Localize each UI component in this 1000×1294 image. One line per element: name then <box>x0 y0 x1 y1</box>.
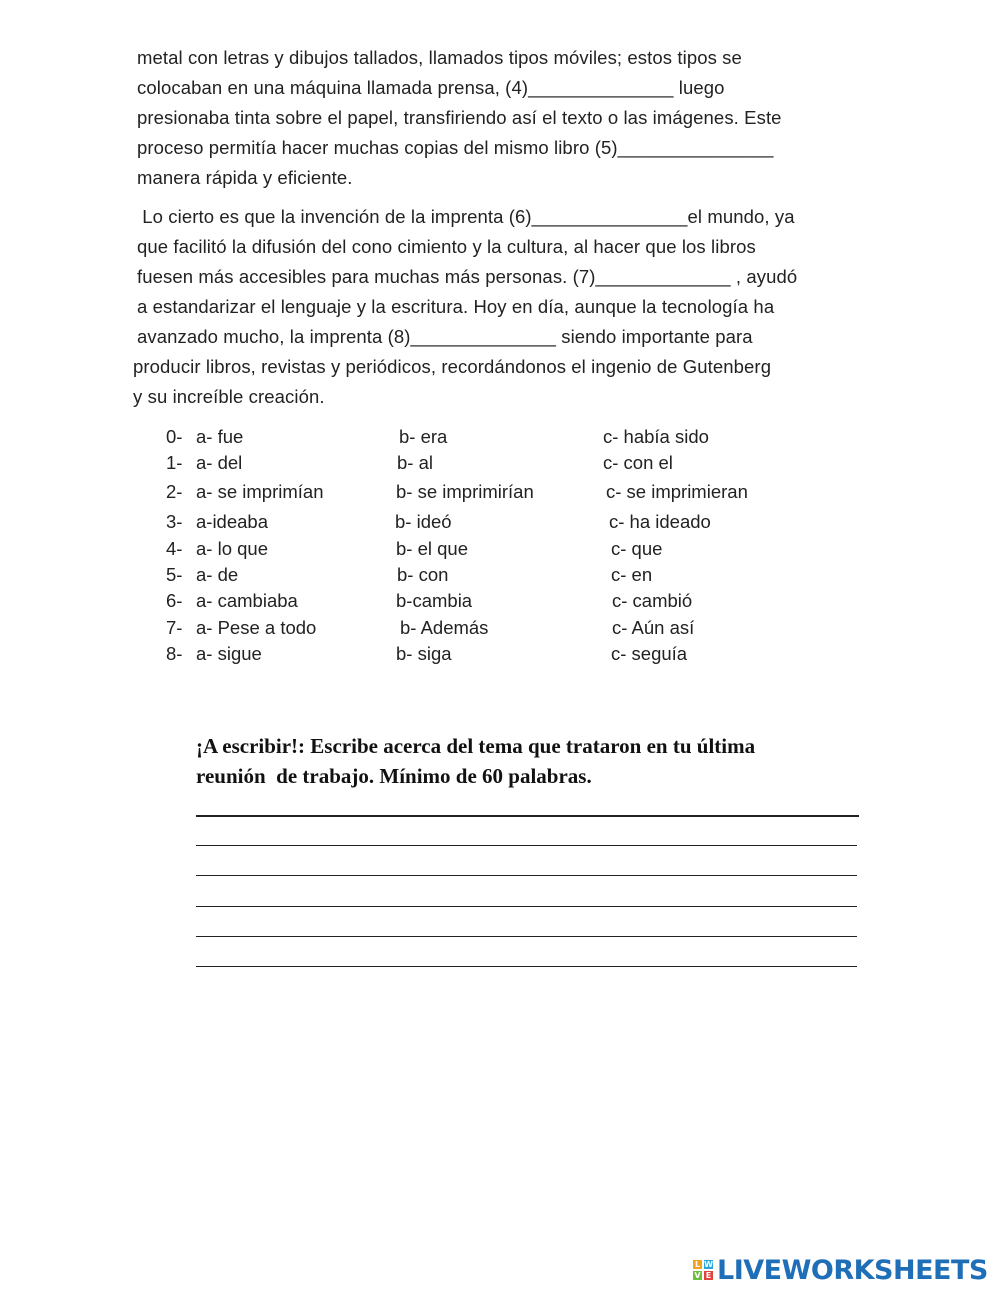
option-b[interactable]: b- Además <box>400 617 489 638</box>
option-a[interactable]: a- Pese a todo <box>196 617 317 638</box>
option-number: 7- <box>166 617 183 638</box>
text-line: y su increíble creación. <box>133 386 325 407</box>
writing-prompt: reunión de trabajo. Mínimo de 60 palabras. <box>196 764 592 788</box>
option-b[interactable]: b- el que <box>396 538 468 559</box>
option-number: 8- <box>166 643 183 664</box>
option-b[interactable]: b- con <box>397 564 449 585</box>
option-number: 6- <box>166 590 183 611</box>
text-line: fuesen más accesibles para muchas más personas. (7)_____________ , ayudó <box>137 266 798 287</box>
logo-mark-letter: L <box>694 1260 701 1269</box>
writing-line[interactable] <box>196 875 857 876</box>
option-b[interactable]: b- se imprimirían <box>396 481 534 502</box>
option-c[interactable]: c- que <box>611 538 663 559</box>
logo-mark-icon <box>693 1260 713 1280</box>
option-number: 2- <box>166 481 183 502</box>
option-a[interactable]: a- de <box>196 564 239 585</box>
text-line: manera rápida y eficiente. <box>137 167 353 188</box>
option-c[interactable]: c- con el <box>603 452 673 473</box>
writing-line[interactable] <box>196 966 857 967</box>
writing-prompt: ¡A escribir!: Escribe acerca del tema que trataron en tu última <box>196 734 756 758</box>
option-c[interactable]: c- cambió <box>612 590 693 611</box>
option-a[interactable]: a- lo que <box>196 538 268 559</box>
option-a[interactable]: a-ideaba <box>196 511 269 532</box>
writing-line[interactable] <box>196 815 859 817</box>
text-line: a estandarizar el lenguaje y la escritura. Hoy en día, aunque la tecnología ha <box>137 296 775 317</box>
text-line: avanzado mucho, la imprenta (8)______________ siendo importante para <box>137 326 753 347</box>
option-a[interactable]: a- sigue <box>196 643 262 664</box>
option-number: 3- <box>166 511 183 532</box>
option-a[interactable]: a- cambiaba <box>196 590 298 611</box>
text-line: que facilitó la difusión del cono cimiento y la cultura, al hacer que los libros <box>137 236 756 257</box>
option-b[interactable]: b- siga <box>396 643 452 664</box>
logo-mark-letter: V <box>694 1271 701 1280</box>
option-c[interactable]: c- se imprimieran <box>606 481 748 502</box>
option-c[interactable]: c- Aún así <box>612 617 695 638</box>
option-number: 0- <box>166 426 183 447</box>
option-a[interactable]: a- fue <box>196 426 244 447</box>
text-line: metal con letras y dibujos tallados, llamados tipos móviles; estos tipos se <box>137 47 742 68</box>
text-line: producir libros, revistas y periódicos, recordándonos el ingenio de Gutenberg <box>133 356 772 377</box>
writing-line[interactable] <box>196 906 857 907</box>
liveworksheets-logo <box>693 1255 988 1285</box>
option-c[interactable]: c- en <box>611 564 653 585</box>
option-b[interactable]: b- al <box>397 452 433 473</box>
text-line: Lo cierto es que la invención de la imprenta (6)_______________el mundo, ya <box>137 206 795 227</box>
option-number: 4- <box>166 538 183 559</box>
writing-line[interactable] <box>196 936 857 937</box>
text-line: presionaba tinta sobre el papel, transfiriendo así el texto o las imágenes. Este <box>137 107 782 128</box>
option-a[interactable]: a- se imprimían <box>196 481 324 502</box>
logo-mark-letter: E <box>705 1271 712 1280</box>
option-c[interactable]: c- había sido <box>603 426 709 447</box>
option-b[interactable]: b- ideó <box>395 511 452 532</box>
text-line: proceso permitía hacer muchas copias del mismo libro (5)_______________ <box>137 137 774 158</box>
option-c[interactable]: c- ha ideado <box>609 511 711 532</box>
option-number: 1- <box>166 452 183 473</box>
writing-line[interactable] <box>196 845 857 846</box>
option-a[interactable]: a- del <box>196 452 243 473</box>
option-number: 5- <box>166 564 183 585</box>
option-b[interactable]: b- era <box>399 426 448 447</box>
logo-text: LIVEWORKSHEETS <box>717 1254 988 1286</box>
option-b[interactable]: b-cambia <box>396 590 473 611</box>
logo-mark-letter: W <box>704 1260 713 1269</box>
option-c[interactable]: c- seguía <box>611 643 688 664</box>
text-line: colocaban en una máquina llamada prensa, (4)______________ luego <box>137 77 725 98</box>
